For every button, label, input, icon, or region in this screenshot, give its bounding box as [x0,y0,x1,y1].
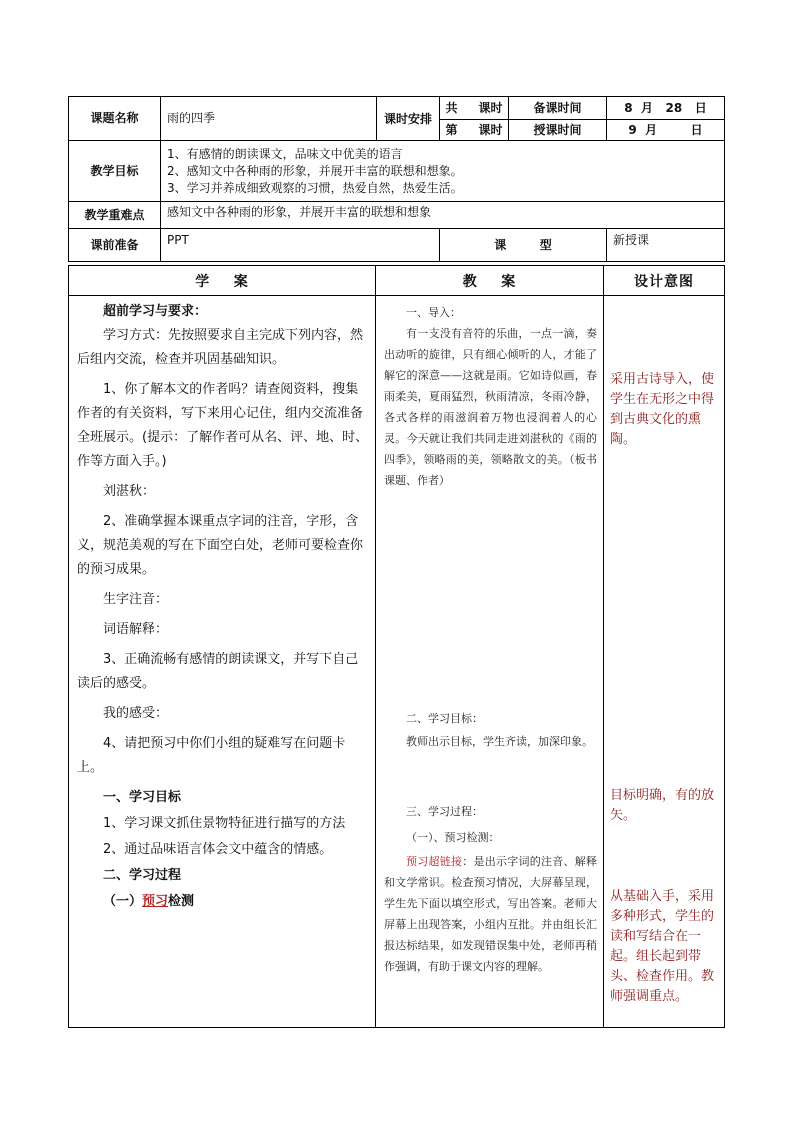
teach-date: 9 月 日 [607,120,725,141]
pinyin-line: 生字注音： [103,592,169,607]
intro-text: 有一支没有音符的乐曲，一点一滴，奏出动听的旋律，只有细心倾听的人，才能了解它的深意——这就是雨。它如诗似画，春雨柔美，夏雨猛烈，秋雨清凉，冬雨冷静，各式各样的雨滋润着万物也浸润着人的心灵。今天就让我们共同走进刘湛秋的《雨的四季》，领略雨的美，领略散文的美。（板书课题、作者） [384,327,597,487]
objective-item: 3、学习并养成细致观察的习惯，热爱自然，热爱生活。 [167,180,463,195]
prep-label: 课前准备 [69,229,161,262]
design-content [604,296,725,1028]
topic-value: 雨的四季 [161,97,377,141]
teach-goals-text: 教师出示目标，学生齐读，加深印象。 [406,735,593,748]
teach-column-header: 教 案 [376,266,604,296]
lesson-header-table [68,96,725,262]
topic-label: 课题名称 [69,97,161,141]
teach-goals-title: 二、学习目标： [406,712,483,725]
objective-item: 1、有感情的朗读课文，品味文中优美的语言 [167,146,403,161]
goals-block [384,708,597,752]
preview-check-step: （一）预习检测 [103,894,195,909]
period-label: 课时安排 [377,97,440,141]
intro-title: 一、导入： [406,306,461,319]
prep-date: 8 月 28 日 [607,97,725,120]
key-points-value: 感知文中各种雨的形象，并展开丰富的联想和想象 [161,202,725,229]
teach-time-label: 授课时间 [509,120,607,141]
question-1: 1、你了解本文的作者吗？请查阅资料，搜集作者的有关资料，写下来用心记住，组内交流准备全班展示。(提示：了解作者可从名、评、地、时、作等方面入手。) [77,382,369,469]
study-goals-title: 一、学习目标 [103,790,182,805]
check-text: 预习超链接：是出示字词的注音、解释和文学常识。检查预习情况，大屏幕呈现，学生先下面以填空形式，写出答案。老师大屏幕上出现答案，小组内互批。并由组长汇报达标结果，如发现错误集中处，老师再稍作强调，有助于课文内容的理解。 [384,855,597,973]
key-points-label: 教学重难点 [69,202,161,229]
intro-block [384,302,597,491]
process-block [384,801,597,977]
feeling-line: 我的感受： [103,706,169,721]
objectives-list [161,141,725,202]
question-3: 3、正确流畅有感情的朗读课文，并写下自己读后的感受。 [77,652,359,691]
design-note-3: 从基础入手，采用多种形式，学生的读和写结合在一起。组长起到带头、检查作用。教师强调重点。 [610,889,715,1004]
question-4: 4、请把预习中你们小组的疑难写在问题卡上。 [77,736,346,775]
lesson-plan-table [68,265,725,1028]
study-method: 学习方式：先按照要求自主完成下列内容，然后组内交流，检查并巩固基础知识。 [77,328,364,367]
study-column-header: 学 案 [69,266,376,296]
type-label: 课 型 [440,229,607,262]
objective-item: 2、感知文中各种雨的形象，并展开丰富的联想和想象。 [167,163,463,178]
teach-process-title: 三、学习过程： [406,805,483,818]
question-2: 2、准确掌握本课重点字词的注音，字形，含义，规范美观的写在下面空白处，老师可要检查你的预习成果。 [77,514,364,577]
design-column-header: 设计意图 [604,266,725,296]
teach-content [376,296,604,1028]
design-note-1: 采用古诗导入，使学生在无形之中得到古典文化的熏陶。 [610,372,715,447]
check-title: （一）、预习检测： [406,831,500,844]
type-value: 新授课 [607,229,725,262]
study-goal-1: 1、学习课文抓住景物特征进行描写的方法 [103,816,346,831]
prep-time-label: 备课时间 [509,97,607,120]
study-content [69,296,376,1028]
author-line: 刘湛秋： [103,484,156,499]
prep-value: PPT [161,229,440,262]
vocab-line: 词语解释： [103,622,169,637]
design-note-2: 目标明确，有的放矢。 [610,788,715,823]
this-period: 第 课时 [440,120,509,141]
study-process-title: 二、学习过程 [103,868,182,883]
objectives-label: 教学目标 [69,141,161,202]
study-goal-2: 2、通过品味语言体会文中蕴含的情感。 [103,842,333,857]
pre-study-title: 超前学习与要求： [103,304,208,319]
total-periods: 共 课时 [440,97,509,120]
